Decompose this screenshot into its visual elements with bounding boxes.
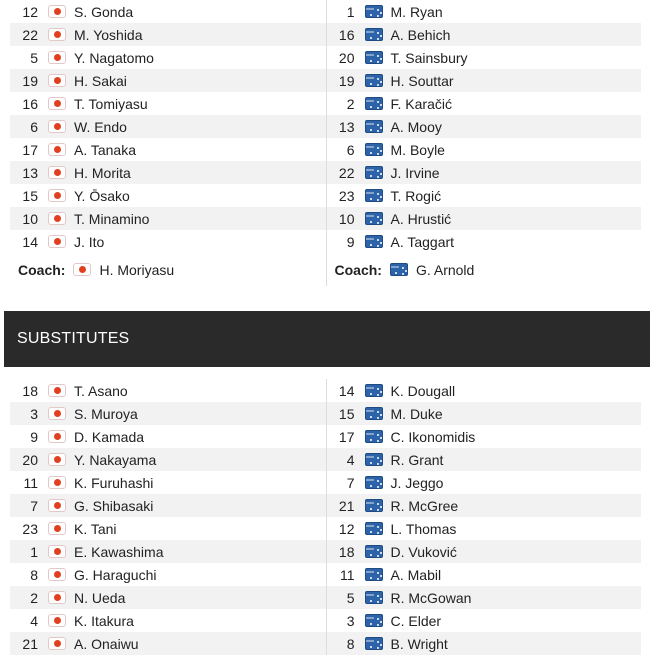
player-row: [10, 161, 326, 184]
australia-flag-icon: [390, 263, 408, 276]
player-number: 12: [338, 520, 355, 537]
player-number: 8: [346, 635, 355, 652]
player-name[interactable]: T. Sainsbury: [390, 49, 468, 66]
player-number: 15: [22, 187, 38, 204]
away-substitutes: [326, 379, 642, 655]
player-name[interactable]: Y. Nakayama: [74, 451, 157, 468]
player-row: [327, 138, 642, 161]
player-name[interactable]: J. Ito: [74, 233, 105, 250]
japan-flag-icon: [48, 235, 66, 248]
australia-flag-icon: [365, 212, 383, 225]
japan-flag-icon: [73, 263, 91, 276]
coach-label: Coach:: [18, 261, 66, 278]
player-number: 3: [346, 612, 355, 629]
australia-flag-icon: [365, 614, 383, 627]
away-coach-name[interactable]: G. Arnold: [415, 261, 475, 278]
australia-flag-icon: [365, 120, 383, 133]
player-number: 23: [338, 187, 355, 204]
player-row: [327, 471, 642, 494]
player-row: [327, 448, 642, 471]
player-name[interactable]: W. Endo: [74, 118, 127, 135]
player-row: [10, 425, 326, 448]
player-number: 18: [22, 382, 38, 399]
player-name[interactable]: J. Jeggo: [390, 474, 444, 491]
player-name[interactable]: Y. Nagatomo: [74, 49, 154, 66]
australia-flag-icon: [365, 522, 383, 535]
home-substitutes: [10, 379, 326, 655]
player-number: 12: [22, 3, 38, 20]
player-row: [327, 23, 642, 46]
player-name[interactable]: Y. Ōsako: [74, 187, 130, 204]
player-row: [327, 92, 642, 115]
player-number: 20: [22, 451, 38, 468]
player-number: 18: [338, 543, 355, 560]
australia-flag-icon: [365, 637, 383, 650]
player-row: [327, 184, 642, 207]
player-row: [327, 379, 642, 402]
coaches-row: [10, 253, 641, 286]
player-number: 21: [338, 497, 355, 514]
player-name[interactable]: R. Grant: [390, 451, 444, 468]
australia-flag-icon: [365, 499, 383, 512]
player-row: [327, 609, 642, 632]
player-row: [10, 632, 326, 655]
player-number: 6: [30, 118, 38, 135]
japan-flag-icon: [48, 499, 66, 512]
player-number: 5: [30, 49, 38, 66]
player-number: 15: [338, 405, 355, 422]
player-row: [327, 0, 642, 23]
player-name[interactable]: K. Itakura: [74, 612, 134, 629]
japan-flag-icon: [48, 545, 66, 558]
player-row: [327, 46, 642, 69]
australia-flag-icon: [365, 453, 383, 466]
player-row: [10, 402, 326, 425]
japan-flag-icon: [48, 453, 66, 466]
player-number: 19: [338, 72, 355, 89]
player-name[interactable]: A. Tanaka: [74, 141, 137, 158]
player-number: 14: [22, 233, 38, 250]
home-coach: [10, 253, 326, 286]
australia-flag-icon: [365, 166, 383, 179]
player-number: 11: [23, 474, 38, 491]
player-number: 2: [30, 589, 38, 606]
player-row: [10, 448, 326, 471]
player-number: 17: [22, 141, 38, 158]
japan-flag-icon: [48, 166, 66, 179]
player-number: 4: [346, 451, 355, 468]
player-row: [327, 402, 642, 425]
australia-flag-icon: [365, 143, 383, 156]
player-number: 11: [339, 566, 355, 583]
player-row: [10, 207, 326, 230]
player-row: [10, 230, 326, 253]
player-row: [10, 92, 326, 115]
japan-flag-icon: [48, 5, 66, 18]
player-name[interactable]: M. Ryan: [390, 3, 443, 20]
home-starters: [10, 0, 326, 253]
player-row: [10, 540, 326, 563]
away-starters: [326, 0, 642, 253]
player-row: [10, 494, 326, 517]
player-number: 2: [346, 95, 355, 112]
player-number: 9: [30, 428, 38, 445]
player-name[interactable]: R. McGowan: [390, 589, 472, 606]
substitutes-lists: [10, 379, 641, 655]
player-name[interactable]: M. Yoshida: [74, 26, 143, 43]
player-row: [10, 138, 326, 161]
australia-flag-icon: [365, 476, 383, 489]
player-name[interactable]: H. Sakai: [74, 72, 127, 89]
player-number: 1: [30, 543, 38, 560]
player-number: 19: [22, 72, 38, 89]
player-name[interactable]: T. Minamino: [74, 210, 150, 227]
player-row: [10, 115, 326, 138]
away-coach: [326, 253, 642, 286]
coach-label: Coach:: [334, 261, 382, 278]
player-name[interactable]: M. Boyle: [390, 141, 445, 158]
japan-flag-icon: [48, 568, 66, 581]
player-row: [327, 115, 642, 138]
australia-flag-icon: [365, 568, 383, 581]
australia-flag-icon: [365, 5, 383, 18]
player-row: [327, 207, 642, 230]
player-number: 6: [346, 141, 355, 158]
australia-flag-icon: [365, 430, 383, 443]
australia-flag-icon: [365, 51, 383, 64]
player-row: [327, 540, 642, 563]
substitutes-header: [4, 311, 650, 367]
player-row: [10, 517, 326, 540]
player-number: 3: [30, 405, 38, 422]
player-name[interactable]: T. Tomiyasu: [74, 95, 148, 112]
player-name[interactable]: H. Morita: [74, 164, 131, 181]
player-number: 17: [338, 428, 355, 445]
player-name[interactable]: H. Souttar: [390, 72, 454, 89]
australia-flag-icon: [365, 545, 383, 558]
japan-flag-icon: [48, 28, 66, 41]
home-coach-name[interactable]: H. Moriyasu: [99, 261, 175, 278]
player-row: [10, 0, 326, 23]
player-row: [327, 425, 642, 448]
player-name[interactable]: A. Behich: [390, 26, 451, 43]
player-name[interactable]: K. Tani: [74, 520, 117, 537]
player-row: [10, 379, 326, 402]
player-name[interactable]: T. Rogić: [390, 187, 442, 204]
player-row: [327, 586, 642, 609]
player-number: 9: [346, 233, 355, 250]
player-number: 21: [22, 635, 38, 652]
player-number: 5: [346, 589, 355, 606]
player-row: [10, 69, 326, 92]
player-name[interactable]: E. Kawashima: [74, 543, 164, 560]
japan-flag-icon: [48, 189, 66, 202]
player-name[interactable]: S. Gonda: [74, 3, 134, 20]
player-name[interactable]: C. Ikonomidis: [390, 428, 476, 445]
starting-lineups: [10, 0, 641, 253]
australia-flag-icon: [365, 235, 383, 248]
player-number: 23: [22, 520, 38, 537]
player-row: [10, 23, 326, 46]
player-number: 16: [338, 26, 355, 43]
player-number: 13: [22, 164, 38, 181]
player-number: 22: [338, 164, 355, 181]
player-number: 8: [30, 566, 38, 583]
player-name[interactable]: K. Dougall: [390, 382, 456, 399]
japan-flag-icon: [48, 74, 66, 87]
player-row: [10, 46, 326, 69]
japan-flag-icon: [48, 637, 66, 650]
player-number: 13: [338, 118, 355, 135]
player-name[interactable]: B. Wright: [390, 635, 448, 652]
player-number: 20: [338, 49, 355, 66]
player-name[interactable]: F. Karačić: [390, 95, 452, 112]
australia-flag-icon: [365, 97, 383, 110]
player-name[interactable]: L. Thomas: [390, 520, 457, 537]
player-name[interactable]: G. Shibasaki: [74, 497, 154, 514]
japan-flag-icon: [48, 476, 66, 489]
player-row: [10, 184, 326, 207]
player-name[interactable]: G. Haraguchi: [74, 566, 157, 583]
player-number: 10: [338, 210, 355, 227]
substitutes-title: SUBSTITUTES: [17, 330, 130, 347]
player-number: 7: [346, 474, 355, 491]
player-name[interactable]: R. McGree: [390, 497, 459, 514]
player-number: 22: [22, 26, 38, 43]
player-name[interactable]: M. Duke: [390, 405, 443, 422]
player-name[interactable]: T. Asano: [74, 382, 128, 399]
player-name[interactable]: A. Mabil: [390, 566, 442, 583]
player-name[interactable]: N. Ueda: [74, 589, 126, 606]
player-row: [327, 230, 642, 253]
player-name[interactable]: A. Taggart: [390, 233, 455, 250]
japan-flag-icon: [48, 522, 66, 535]
player-name[interactable]: J. Irvine: [390, 164, 440, 181]
player-row: [327, 517, 642, 540]
australia-flag-icon: [365, 74, 383, 87]
japan-flag-icon: [48, 614, 66, 627]
player-name[interactable]: D. Kamada: [74, 428, 145, 445]
player-name[interactable]: S. Muroya: [74, 405, 138, 422]
japan-flag-icon: [48, 120, 66, 133]
player-row: [10, 609, 326, 632]
australia-flag-icon: [365, 384, 383, 397]
australia-flag-icon: [365, 591, 383, 604]
japan-flag-icon: [48, 430, 66, 443]
player-number: 1: [346, 3, 355, 20]
player-name[interactable]: C. Elder: [390, 612, 442, 629]
australia-flag-icon: [365, 28, 383, 41]
player-number: 16: [22, 95, 38, 112]
player-name[interactable]: A. Onaiwu: [74, 635, 139, 652]
player-row: [10, 586, 326, 609]
player-name[interactable]: A. Mooy: [390, 118, 442, 135]
player-row: [10, 563, 326, 586]
player-number: 7: [30, 497, 38, 514]
japan-flag-icon: [48, 407, 66, 420]
japan-flag-icon: [48, 384, 66, 397]
player-number: 10: [22, 210, 38, 227]
player-name[interactable]: K. Furuhashi: [74, 474, 154, 491]
player-row: [327, 494, 642, 517]
japan-flag-icon: [48, 212, 66, 225]
player-row: [327, 161, 642, 184]
player-name[interactable]: A. Hrustić: [390, 210, 452, 227]
japan-flag-icon: [48, 143, 66, 156]
player-row: [327, 632, 642, 655]
player-row: [10, 471, 326, 494]
player-number: 4: [30, 612, 38, 629]
player-name[interactable]: D. Vuković: [390, 543, 457, 560]
player-row: [327, 69, 642, 92]
australia-flag-icon: [365, 189, 383, 202]
australia-flag-icon: [365, 407, 383, 420]
japan-flag-icon: [48, 591, 66, 604]
japan-flag-icon: [48, 97, 66, 110]
japan-flag-icon: [48, 51, 66, 64]
player-number: 14: [338, 382, 355, 399]
player-row: [327, 563, 642, 586]
